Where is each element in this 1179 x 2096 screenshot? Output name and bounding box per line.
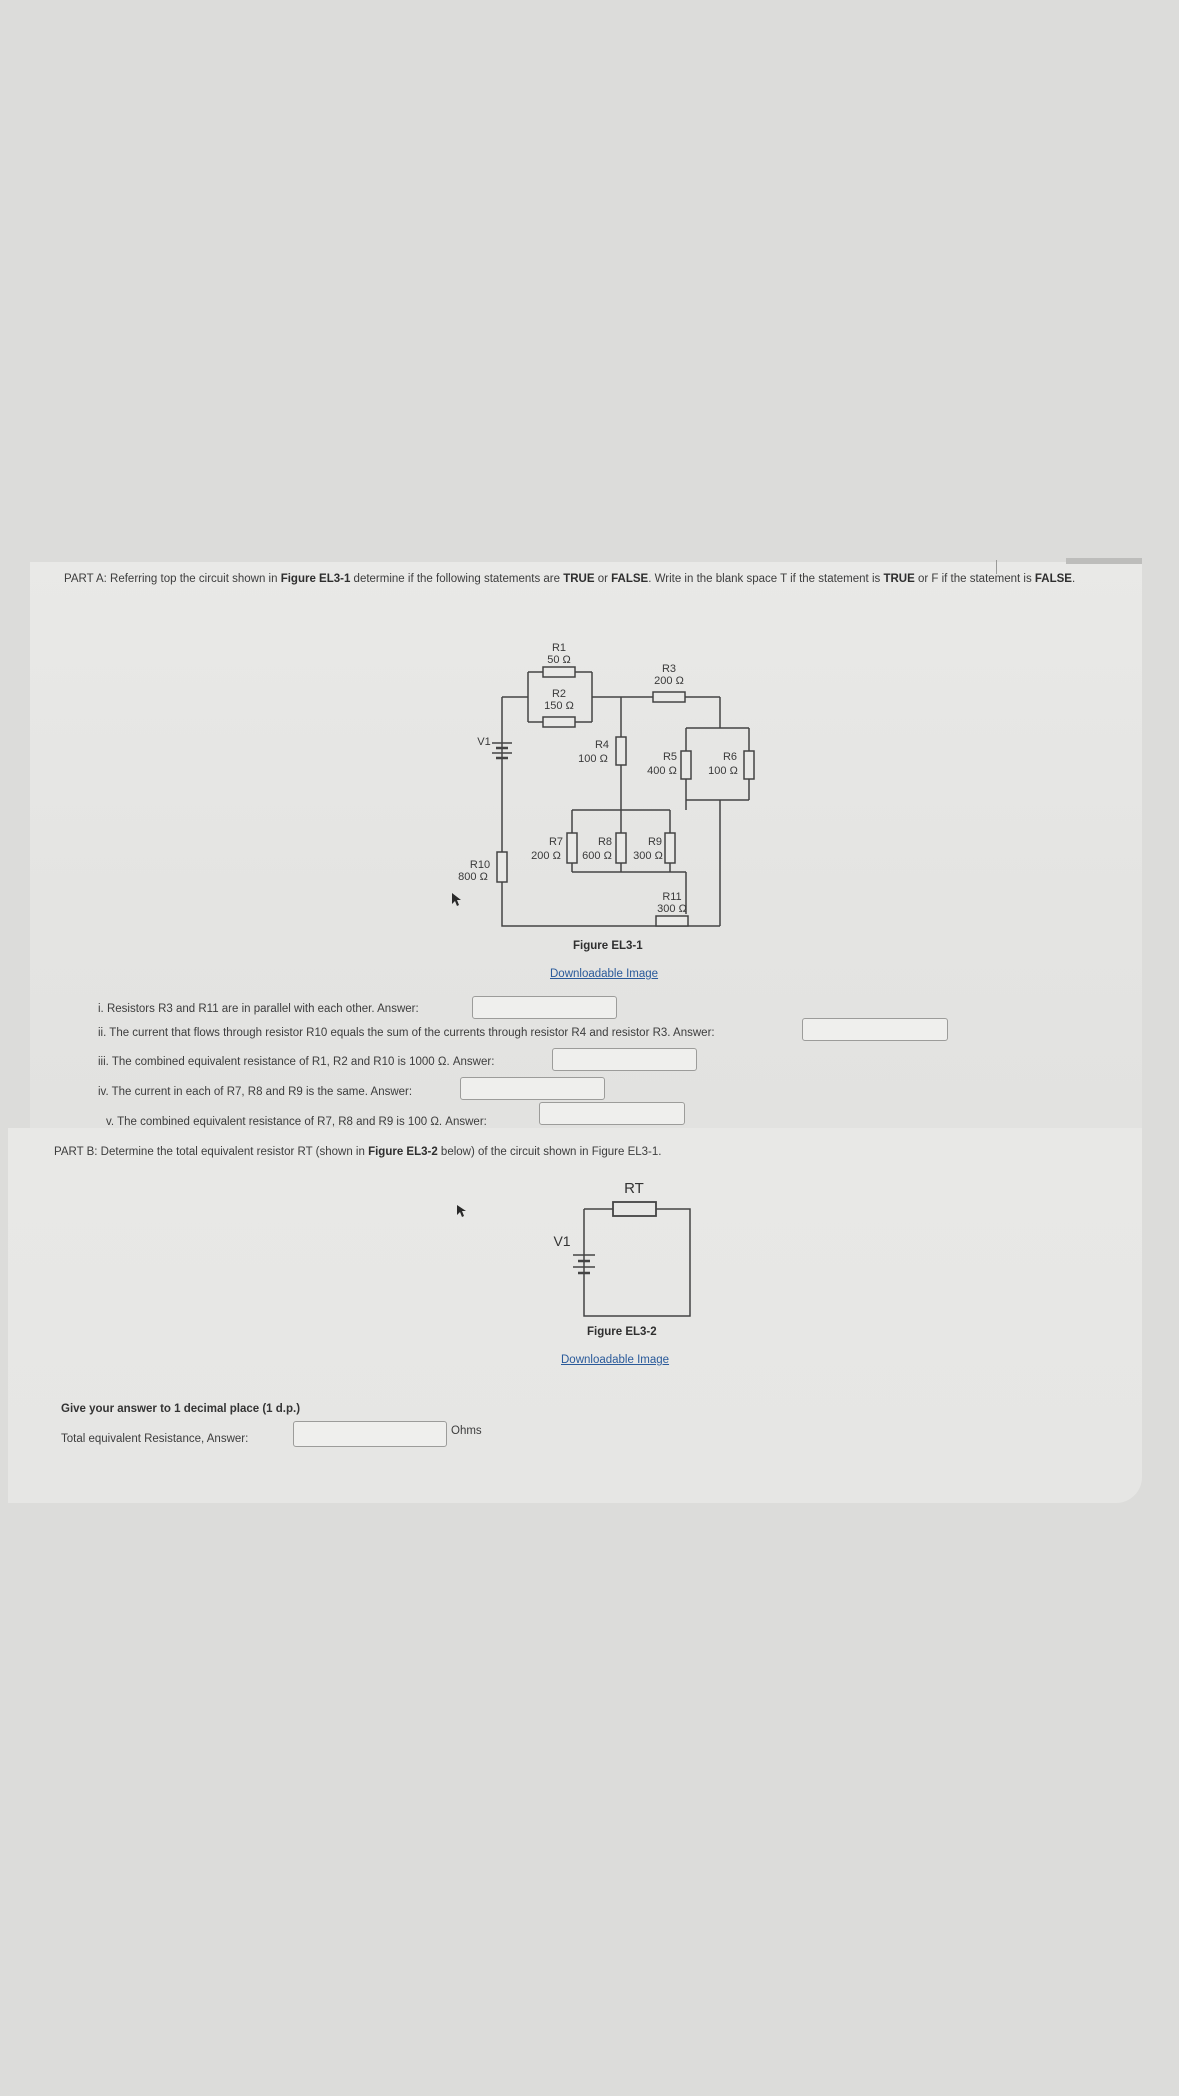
question-5: v. The combined equivalent resistance of R7, R8 and R9 is 100 Ω. Answer: — [106, 1116, 487, 1128]
true-word: TRUE — [563, 573, 595, 585]
r3-value: 200 Ω — [654, 675, 684, 687]
question-1: i. Resistors R3 and R11 are in parallel with each other. Answer: — [98, 1003, 419, 1015]
v1-label-2: V1 — [553, 1233, 571, 1249]
r8-value: 600 Ω — [582, 850, 612, 862]
total-resistance-label: Total equivalent Resistance, Answer: — [61, 1433, 249, 1445]
part-a-label: PART A — [64, 573, 104, 585]
figure-el3-2-caption: Figure EL3-2 — [587, 1326, 657, 1338]
r5-label: R5 — [662, 751, 678, 763]
r11-label: R11 — [662, 891, 682, 903]
r4-value: 100 Ω — [578, 753, 608, 765]
r9-value: 300 Ω — [633, 850, 663, 862]
question-3: iii. The combined equivalent resistance of R1, R2 and R10 is 1000 Ω. Answer: — [98, 1056, 495, 1068]
r6-label: R6 — [722, 751, 738, 763]
true-word-2: TRUE — [883, 573, 915, 585]
false-word-2: FALSE — [1034, 573, 1072, 585]
r4-label: R4 — [594, 739, 610, 751]
r10-value: 800 Ω — [458, 871, 488, 883]
part-a-text-4: or F if the statement is — [914, 573, 1035, 585]
part-a-text-5: . — [1071, 573, 1076, 585]
mouse-pointer-icon-2 — [457, 1205, 466, 1217]
r1-label: R1 — [551, 642, 567, 654]
total-resistance-input[interactable] — [293, 1421, 447, 1447]
rt-resistor — [613, 1202, 656, 1216]
part-b-figure-ref: Figure EL3-2 — [368, 1146, 438, 1158]
r9-label: R9 — [647, 836, 663, 848]
false-word: FALSE — [611, 573, 649, 585]
r11-value: 300 Ω — [657, 903, 687, 915]
or-word: or — [594, 573, 612, 585]
question-2: ii. The current that flows through resistor R10 equals the sum of the currents through resistor R4 and resistor R3. Answer: — [98, 1027, 715, 1039]
r3-label: R3 — [661, 663, 677, 675]
r8-label: R8 — [597, 836, 613, 848]
ohms-unit: Ohms — [451, 1425, 482, 1437]
r2-label: R2 — [551, 688, 567, 700]
decimal-instruction: Give your answer to 1 decimal place (1 d.p.) — [61, 1403, 301, 1415]
part-b-text-2: below) of the circuit shown in Figure EL3-1. — [437, 1146, 662, 1158]
part-b-text-1: : Determine the total equivalent resistor RT (shown in — [94, 1146, 369, 1158]
r7-value: 200 Ω — [531, 850, 561, 862]
r5-value: 400 Ω — [647, 765, 677, 777]
v1-label: V1 — [477, 736, 491, 748]
question-4: iv. The current in each of R7, R8 and R9 is the same. Answer: — [98, 1086, 413, 1098]
figure-ref: Figure EL3-1 — [280, 573, 351, 585]
r6-value: 100 Ω — [708, 765, 738, 777]
rt-label: RT — [624, 1180, 644, 1197]
r1-value: 50 Ω — [547, 654, 571, 666]
part-b-label: PART B — [54, 1146, 95, 1158]
figure-el3-1-download-link[interactable]: Downloadable Image — [550, 968, 659, 980]
figure-el3-2-download-link[interactable]: Downloadable Image — [561, 1354, 670, 1366]
r10-label: R10 — [469, 859, 491, 871]
r7-label: R7 — [548, 836, 564, 848]
part-a-text-2: determine if the following statements are — [350, 573, 564, 585]
part-a-text-3: . Write in the blank space T if the statement is — [648, 573, 884, 585]
part-a-text-1: : Referring top the circuit shown in — [103, 573, 281, 585]
figure-el3-1-caption: Figure EL3-1 — [573, 940, 643, 952]
r2-value: 150 Ω — [544, 700, 574, 712]
